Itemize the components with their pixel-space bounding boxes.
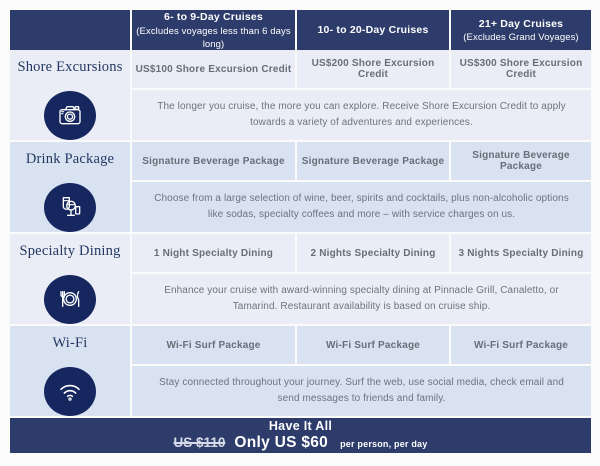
- offer-footer-banner: [10, 418, 591, 453]
- row-shore-excursions: [10, 50, 591, 140]
- row-drink-package: [10, 142, 591, 232]
- price-note: per person, per day: [340, 439, 428, 449]
- value-cell: US$100 Shore Excursion Credit: [132, 50, 295, 88]
- header-corner-cell: [10, 10, 130, 51]
- offer-title: Have It All: [268, 419, 333, 433]
- row-description: The longer you cruise, the more you can explore. Receive Shore Excursion Credit to apply towards a variety of adventures and experiences.: [132, 90, 591, 140]
- value-cell: US$300 Shore Excursion Credit: [451, 50, 591, 88]
- table-header-row: [10, 10, 591, 48]
- header-col-10-20-day: [297, 10, 449, 51]
- wifi-icon: [44, 367, 96, 416]
- header-col-21-plus-day: [451, 10, 591, 51]
- row-label: Specialty Dining: [19, 243, 121, 260]
- value-cell: Wi-Fi Surf Package: [132, 326, 295, 364]
- offer-price-line: [174, 434, 428, 452]
- value-cell: Signature Beverage Package: [451, 142, 591, 180]
- value-cell: 1 Night Specialty Dining: [132, 234, 295, 272]
- row-label: Wi-Fi: [52, 335, 88, 352]
- value-cell: Signature Beverage Package: [297, 142, 449, 180]
- header-title: 21+ Day Cruises: [478, 17, 564, 30]
- old-price: US $110: [173, 435, 226, 450]
- new-price: Only US $60: [234, 434, 329, 451]
- row-label: Drink Package: [25, 151, 115, 168]
- row-label-cell: [10, 234, 130, 324]
- header-subtitle: (Excludes voyages less than 6 days long): [136, 25, 291, 50]
- value-cell: US$200 Shore Excursion Credit: [297, 50, 449, 88]
- row-description: Stay connected throughout your journey. Surf the web, use social media, check email and send messages to friends and family.: [132, 366, 591, 416]
- row-label-cell: [10, 142, 130, 232]
- value-cell: Wi-Fi Surf Package: [297, 326, 449, 364]
- value-cell: 3 Nights Specialty Dining: [451, 234, 591, 272]
- header-col-6-9-day: [132, 10, 295, 51]
- header-subtitle: (Excludes Grand Voyages): [463, 32, 579, 44]
- camera-icon: [44, 91, 96, 140]
- row-specialty-dining: [10, 234, 591, 324]
- dining-icon: [44, 275, 96, 324]
- row-description: Enhance your cruise with award-winning specialty dining at Pinnacle Grill, Canaletto, or Tamarind. Restaurant availability is based on cruise ship.: [132, 274, 591, 324]
- header-title: 10- to 20-Day Cruises: [317, 24, 429, 37]
- row-label-cell: [10, 326, 130, 416]
- value-cell: Signature Beverage Package: [132, 142, 295, 180]
- value-cell: Wi-Fi Surf Package: [451, 326, 591, 364]
- benefits-table: [10, 10, 591, 416]
- header-title: 6- to 9-Day Cruises: [164, 11, 263, 23]
- row-label: Shore Excursions: [17, 59, 123, 76]
- value-cell: 2 Nights Specialty Dining: [297, 234, 449, 272]
- row-wifi: [10, 326, 591, 416]
- row-label-cell: [10, 50, 130, 140]
- drinks-icon: [44, 183, 96, 232]
- row-description: Choose from a large selection of wine, beer, spirits and cocktails, plus non-alcoholic options like sodas, specialty coffees and more – with service charges on us.: [132, 182, 591, 232]
